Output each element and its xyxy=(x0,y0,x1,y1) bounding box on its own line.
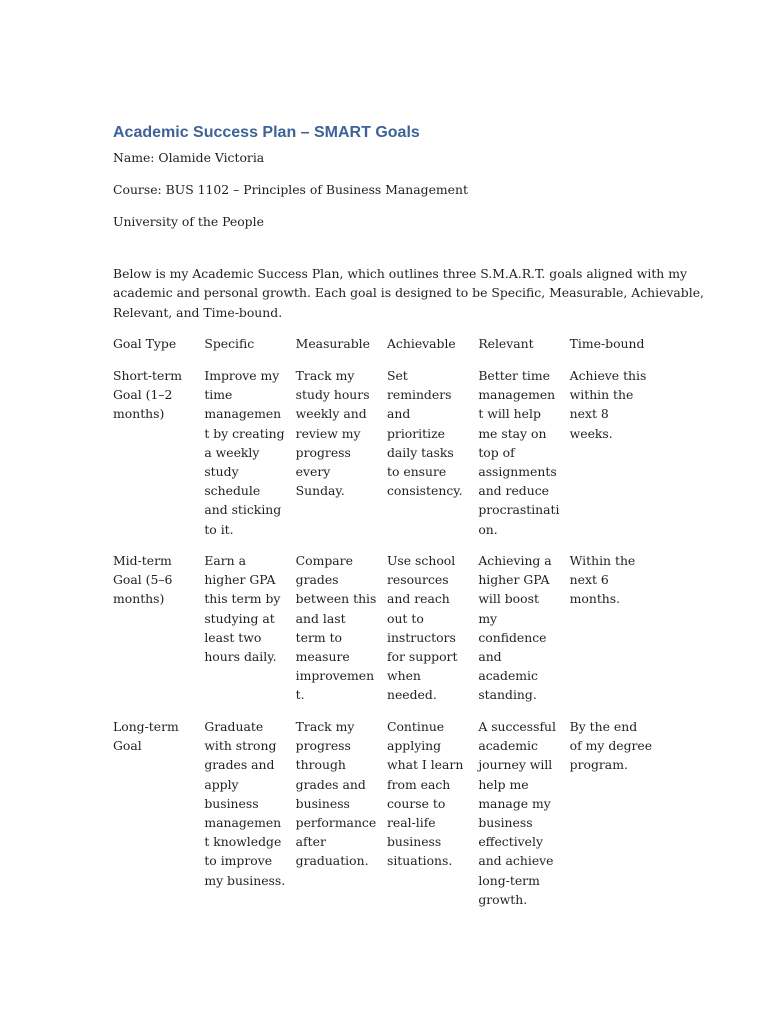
cell-text-line: managemen xyxy=(478,387,556,403)
table-cell xyxy=(570,551,661,717)
cell-text-line: Long-term xyxy=(113,719,179,734)
cell-text-line: and last xyxy=(295,610,346,626)
cell-text-line: needed. xyxy=(386,687,437,703)
cell-text-line: applying xyxy=(386,738,442,754)
cell-text-line: instructors xyxy=(386,629,456,645)
cell-text-line: confidence xyxy=(478,629,547,645)
cell-text-line: business xyxy=(478,815,533,831)
cell-text-line: with strong xyxy=(204,738,277,754)
cell-text-line: when xyxy=(386,668,421,684)
intro-line: academic and personal growth. Each goal is designed to be Specific, Measurable, Achievable, xyxy=(113,285,704,301)
cell-text-line: course to xyxy=(386,795,446,811)
intro-paragraph xyxy=(113,264,704,322)
header-cell: Achievable xyxy=(386,336,456,351)
cell-text-line: Compare xyxy=(295,553,353,568)
cell-text-line: Use school xyxy=(386,553,456,568)
cell-text-line: long-term xyxy=(478,872,540,888)
cell-text-line: my business. xyxy=(204,872,286,888)
cell-text-line: academic xyxy=(478,738,538,754)
table-cell xyxy=(113,366,204,551)
cell-text-line: grades xyxy=(295,572,339,588)
table-cell xyxy=(570,717,661,909)
cell-text-line: Earn a xyxy=(204,553,246,568)
cell-text-line: resources xyxy=(386,572,449,588)
cell-text-line: A successful xyxy=(478,719,556,734)
document-title: Academic Success Plan – SMART Goals xyxy=(113,124,420,141)
cell-text-line: me stay on xyxy=(478,425,547,441)
smart-goals-table xyxy=(113,334,661,909)
cell-text-line: assignments xyxy=(478,464,557,480)
cell-text-line: prioritize xyxy=(386,425,445,441)
cell-text-line: higher GPA xyxy=(478,572,550,588)
university-name: University of the People xyxy=(113,214,264,229)
cell-text-line: and sticking xyxy=(204,502,282,518)
cell-text-line: Achieve this xyxy=(569,368,647,383)
cell-text-line: study xyxy=(204,464,239,480)
table-cell xyxy=(387,366,478,551)
cell-text-line: real-life xyxy=(386,815,436,831)
cell-text-line: grades and xyxy=(295,776,366,792)
cell-text-line: next 8 xyxy=(569,406,609,422)
cell-text-line: within the xyxy=(569,387,634,403)
cell-text-line: and reduce xyxy=(478,483,549,499)
cell-text-line: next 6 xyxy=(569,572,609,588)
cell-text-line: and xyxy=(478,649,502,665)
table-cell xyxy=(113,717,204,909)
cell-text-line: Within the xyxy=(569,553,636,568)
cell-text-line: months) xyxy=(113,406,165,422)
cell-text-line: Improve my xyxy=(204,368,280,383)
cell-text-line: Short-term xyxy=(113,368,183,383)
cell-text-line: business xyxy=(386,834,442,850)
cell-text-line: least two xyxy=(204,629,262,645)
cell-text-line: situations. xyxy=(386,853,453,869)
cell-text-line: t knowledge xyxy=(204,834,282,850)
cell-text-line: review my xyxy=(295,425,361,441)
cell-text-line: Achieving a xyxy=(478,553,552,568)
cell-text-line: Graduate xyxy=(204,719,264,734)
intro-line: Below is my Academic Success Plan, which outlines three S.M.A.R.T. goals aligned with my xyxy=(113,266,687,281)
cell-text-line: progress xyxy=(295,444,351,460)
table-row xyxy=(113,717,661,909)
header-cell: Time-bound xyxy=(569,336,645,351)
cell-text-line: procrastinati xyxy=(478,502,560,518)
table-header-row xyxy=(113,334,661,366)
table-cell xyxy=(570,366,661,551)
cell-text-line: from each xyxy=(386,776,451,792)
cell-text-line: progress xyxy=(295,738,351,754)
cell-text-line: program. xyxy=(569,757,628,773)
table-cell xyxy=(296,717,387,909)
cell-text-line: and achieve xyxy=(478,853,554,869)
cell-text-line: Goal xyxy=(113,738,142,754)
table-cell xyxy=(204,717,295,909)
cell-text-line: Mid-term xyxy=(113,553,172,568)
cell-text-line: studying at xyxy=(204,610,275,626)
cell-text-line: every xyxy=(295,464,331,480)
cell-text-line: Continue xyxy=(386,719,445,734)
cell-text-line: Goal (5–6 xyxy=(113,572,173,588)
cell-text-line: my xyxy=(478,610,498,626)
cell-text-line: manage my xyxy=(478,795,551,811)
cell-text-line: help me xyxy=(478,776,529,792)
cell-text-line: reminders xyxy=(386,387,452,403)
cell-text-line: and reach xyxy=(386,591,450,607)
cell-text-line: Set xyxy=(386,368,408,383)
cell-text-line: top of xyxy=(478,444,515,460)
cell-text-line: standing. xyxy=(478,687,537,703)
cell-text-line: months) xyxy=(113,591,165,607)
cell-text-line: Goal (1–2 xyxy=(113,387,173,403)
cell-text-line: months. xyxy=(569,591,621,607)
cell-text-line: higher GPA xyxy=(204,572,276,588)
cell-text-line: schedule xyxy=(204,483,261,499)
cell-text-line: to ensure xyxy=(386,464,447,480)
table-row xyxy=(113,551,661,717)
cell-text-line: Track my xyxy=(295,368,355,383)
cell-text-line: graduation. xyxy=(295,853,369,869)
intro-line: Relevant, and Time-bound. xyxy=(113,304,283,320)
cell-text-line: By the end xyxy=(569,719,638,734)
table-cell xyxy=(204,366,295,551)
cell-text-line: improvemen xyxy=(295,668,375,684)
cell-text-line: business xyxy=(295,795,350,811)
cell-text-line: t by creating xyxy=(204,425,285,441)
table-cell xyxy=(478,717,569,909)
cell-text-line: Better time xyxy=(478,368,550,383)
cell-text-line: weeks. xyxy=(569,425,613,441)
cell-text-line: term to xyxy=(295,629,343,645)
table-cell xyxy=(296,551,387,717)
cell-text-line: and xyxy=(386,406,411,422)
cell-text-line: managemen xyxy=(204,406,282,422)
table-cell xyxy=(478,366,569,551)
header-cell: Specific xyxy=(204,336,255,351)
cell-text-line: study hours xyxy=(295,387,370,403)
cell-text-line: this term by xyxy=(204,591,281,607)
table-cell xyxy=(387,551,478,717)
cell-text-line: Sunday. xyxy=(295,483,345,499)
cell-text-line: business xyxy=(204,795,259,811)
cell-text-line: weekly and xyxy=(295,406,367,422)
cell-text-line: Track my xyxy=(295,719,355,734)
cell-text-line: through xyxy=(295,757,346,773)
cell-text-line: performance xyxy=(295,815,377,831)
cell-text-line: grades and xyxy=(204,757,275,773)
cell-text-line: effectively xyxy=(478,834,543,850)
cell-text-line: apply xyxy=(204,776,239,792)
cell-text-line: out to xyxy=(386,610,424,626)
cell-text-line: to it. xyxy=(204,521,234,537)
cell-text-line: managemen xyxy=(204,815,282,831)
table-cell xyxy=(478,551,569,717)
header-cell: Goal Type xyxy=(113,336,177,351)
cell-text-line: of my degree xyxy=(569,738,653,754)
cell-text-line: measure xyxy=(295,649,350,665)
cell-text-line: between this xyxy=(295,591,377,607)
cell-text-line: for support xyxy=(386,649,458,665)
cell-text-line: a weekly xyxy=(204,444,260,460)
cell-text-line: academic xyxy=(478,668,538,684)
cell-text-line: consistency. xyxy=(386,483,463,499)
table-cell xyxy=(387,717,478,909)
header-cell: Relevant xyxy=(478,336,534,351)
table-row xyxy=(113,366,661,551)
student-name: Name: Olamide Victoria xyxy=(113,150,265,165)
cell-text-line: t will help xyxy=(478,406,541,422)
cell-text-line: daily tasks xyxy=(386,444,454,460)
table-cell xyxy=(204,551,295,717)
cell-text-line: t. xyxy=(295,687,305,703)
cell-text-line: time xyxy=(204,387,233,403)
header-cell: Measurable xyxy=(295,336,370,351)
table-cell xyxy=(296,366,387,551)
cell-text-line: will boost xyxy=(478,591,539,607)
cell-text-line: what I learn xyxy=(386,757,464,773)
cell-text-line: hours daily. xyxy=(204,649,277,665)
cell-text-line: on. xyxy=(478,521,498,537)
cell-text-line: growth. xyxy=(478,891,528,907)
table-cell xyxy=(113,551,204,717)
cell-text-line: to improve xyxy=(204,853,273,869)
course-name: Course: BUS 1102 – Principles of Business Management xyxy=(113,182,468,197)
cell-text-line: journey will xyxy=(478,757,553,773)
cell-text-line: after xyxy=(295,834,326,850)
